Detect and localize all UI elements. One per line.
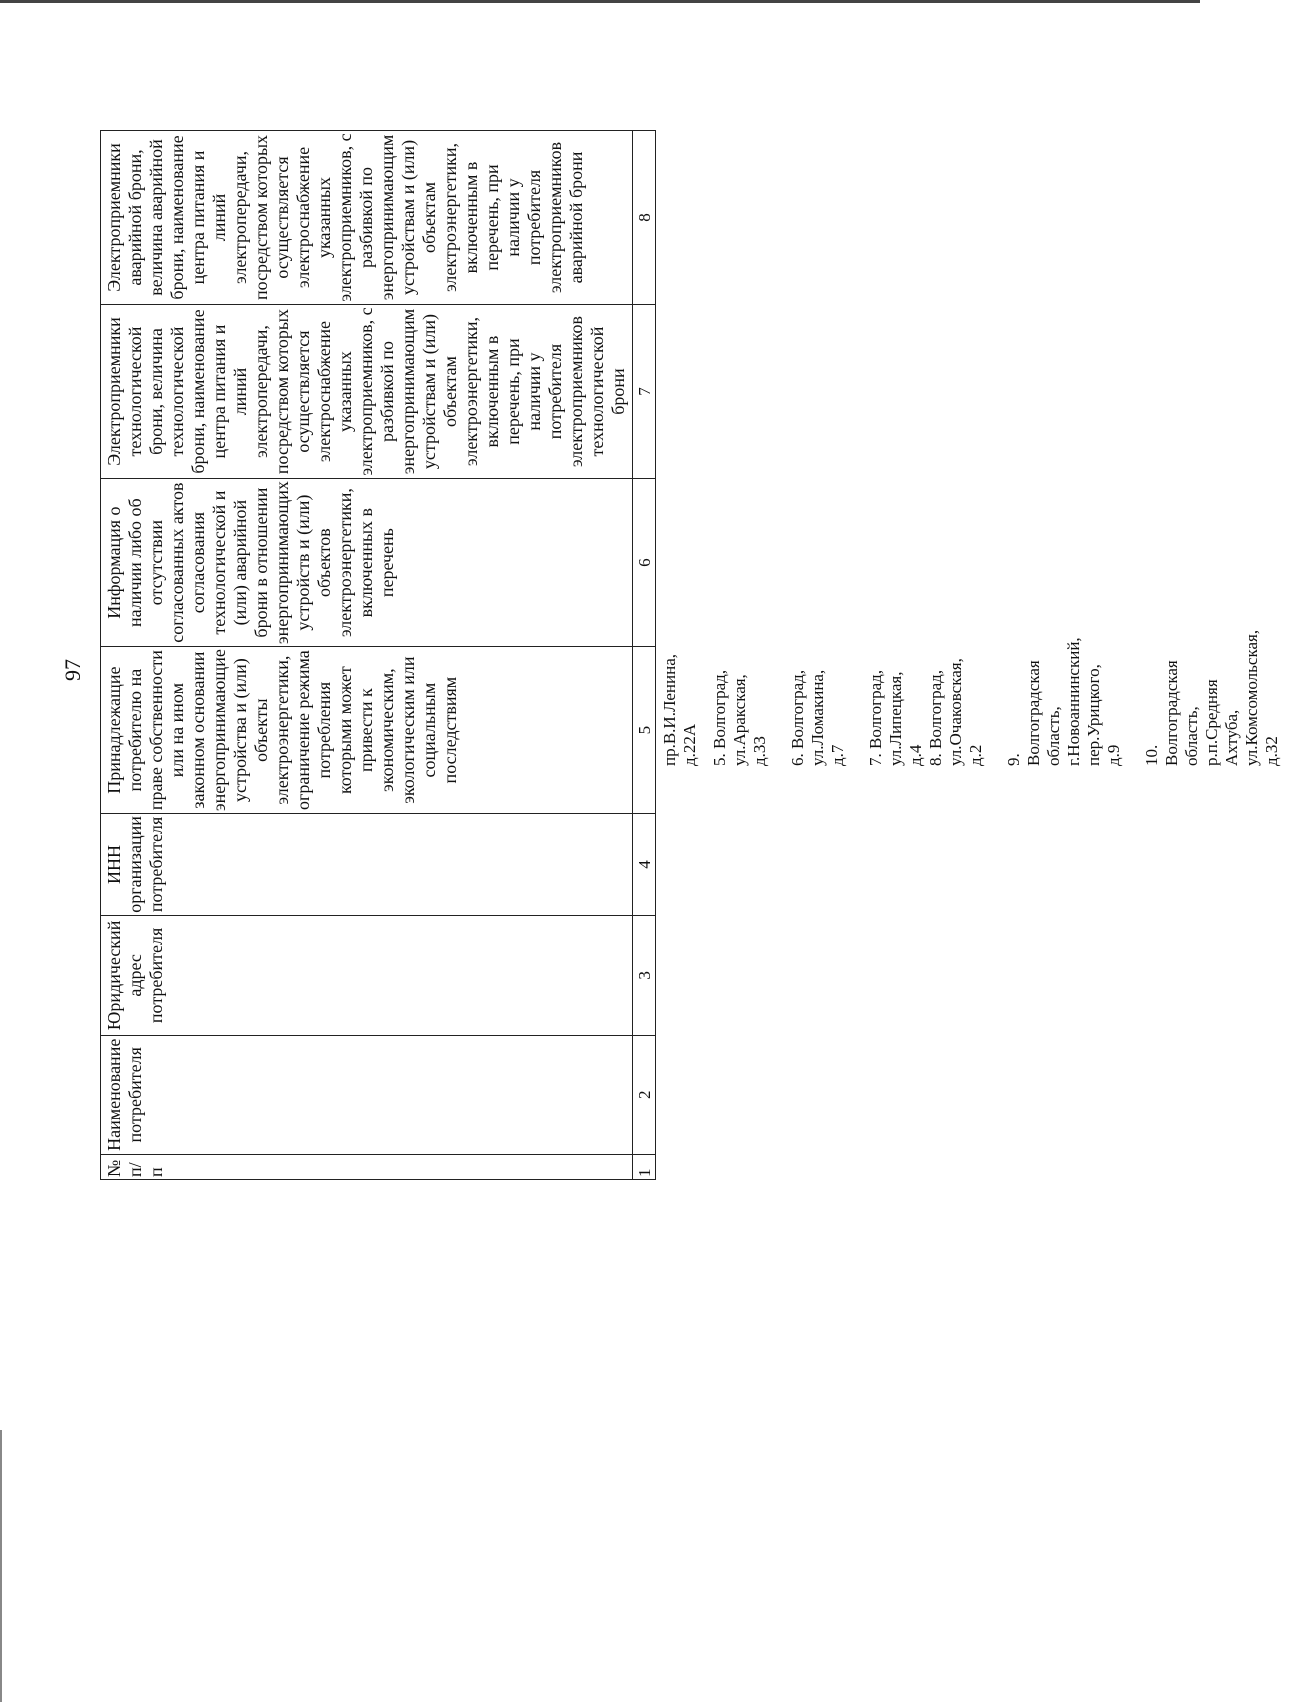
- address-entry: 9. Волгоградская область, г.Новоаннинский, пер.Урицкого, д.9: [1004, 637, 1123, 766]
- header-consumer-name: Наименование потребителя: [101, 1036, 633, 1155]
- address-entry: 6. Волгоград, ул.Ломакина, д.7: [788, 669, 847, 766]
- address-entry: 5. Волгоград, ул.Аракская, д.33: [710, 669, 769, 766]
- header-legal-address: Юридический адрес потребителя: [101, 915, 633, 1035]
- header-technological-reserve: Электроприемники технологической брони, величина технологической брони, наименование центра питания и линий электропередачи, посредством которых осуществляется электроснабжение указанных электроприемников, с разбивкой по энергопринимающим устройствам и (или) объектам электроэнергетики, включенным в перечень, при наличии у потребителя электроприемников технологической брони: [101, 304, 633, 478]
- address-entry: 8. Волгоград, ул.Очаковская, д.2: [926, 658, 985, 766]
- header-reserve-acts-info: Информация о наличии либо об отсутствии согласованных актов согласования технологической и (или) аварийной брони в отношении энергопринимающих устройств и (или) объектов электроэнергетики, включенных в перечень: [101, 479, 633, 647]
- column-number: 8: [633, 131, 656, 305]
- address-entry: 10. Волгоградская область, р.п.Средняя Ахтуба, ул.Комсомольская, д.32: [1142, 629, 1281, 766]
- address-entry: пр.В.И.Ленина, д.22А: [660, 653, 699, 766]
- column-number: 7: [633, 304, 656, 478]
- column-number: 5: [633, 647, 656, 814]
- column-number: 2: [633, 1036, 656, 1155]
- column-number: 4: [633, 814, 656, 916]
- header-power-devices: Принадлежащие потребителю на праве собственности или на ином законном основании энергопринимающие устройства и (или) объекты электроэнергетики, ограничение режима потребления которыми может привести к экономическим, экологическим или социальным последствиям: [101, 647, 633, 814]
- column-number: 3: [633, 915, 656, 1035]
- header-emergency-reserve: Электроприемники аварийной брони, величина аварийной брони, наименование центра питания и линий электропередачи, посредством которых осуществляется электроснабжение указанных электроприемников, с разбивкой по энергопринимающим устройствам и (или) объектам электроэнергетики, включенным в перечень, при наличии у потребителя электроприемников аварийной брони: [101, 131, 633, 305]
- scan-border-left: [0, 1430, 2, 1702]
- header-inn: ИНН организации потребителя: [101, 814, 633, 916]
- rotated-document-page: [40, 130, 1281, 1190]
- address-entry: 7. Волгоград, ул.Липецкая, д.4: [866, 669, 925, 766]
- header-row: [101, 131, 633, 1180]
- column-number: 6: [633, 479, 656, 647]
- column5-address-list: [660, 629, 1300, 766]
- scan-border-top: [0, 0, 1200, 3]
- column-number-row: [633, 131, 656, 1180]
- column-number: 1: [633, 1154, 656, 1179]
- page-number: 97: [60, 659, 85, 681]
- consumer-registry-table: [100, 130, 656, 1180]
- header-number: № п/п: [101, 1154, 633, 1179]
